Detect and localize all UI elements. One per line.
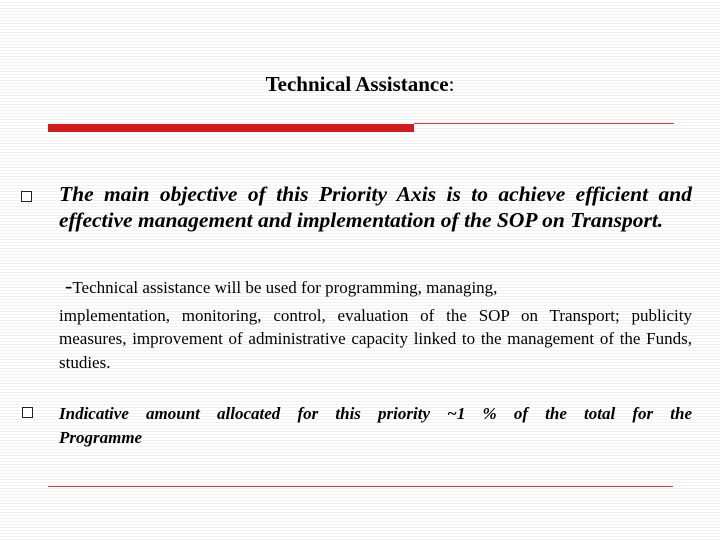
bullet-square-icon (21, 191, 32, 202)
technical-assistance-subtext (59, 273, 692, 374)
bullet-square-icon (22, 407, 33, 418)
slide-title-colon: : (448, 72, 455, 96)
indicative-amount-line1: Indicative amount allocated for this priority ~1 % of the total for the (59, 404, 692, 423)
title-underline-thin (414, 123, 674, 124)
title-underline-accent (48, 124, 414, 132)
objective-bullet-text: The main objective of this Priority Axis is to achieve efficient and effective management and implementation of the SOP on Transport. (59, 182, 692, 232)
indicative-amount-line2: Programme (59, 427, 143, 447)
subtext-first-line-text: Technical assistance will be used for programming, managing, (72, 278, 498, 297)
subtext-first-line (59, 273, 498, 300)
subtext-remaining-text: implementation, monitoring, control, evaluation of the SOP on Transport; publicity measures, improvement of administrative capacity linked to the management of the Funds, studies. (59, 305, 692, 372)
dash-marker: - (65, 273, 73, 298)
slide-title-text: Technical Assistance (265, 72, 449, 96)
footer-rule (48, 486, 673, 487)
indicative-amount-bullet (59, 402, 692, 449)
slide-title (0, 72, 720, 97)
